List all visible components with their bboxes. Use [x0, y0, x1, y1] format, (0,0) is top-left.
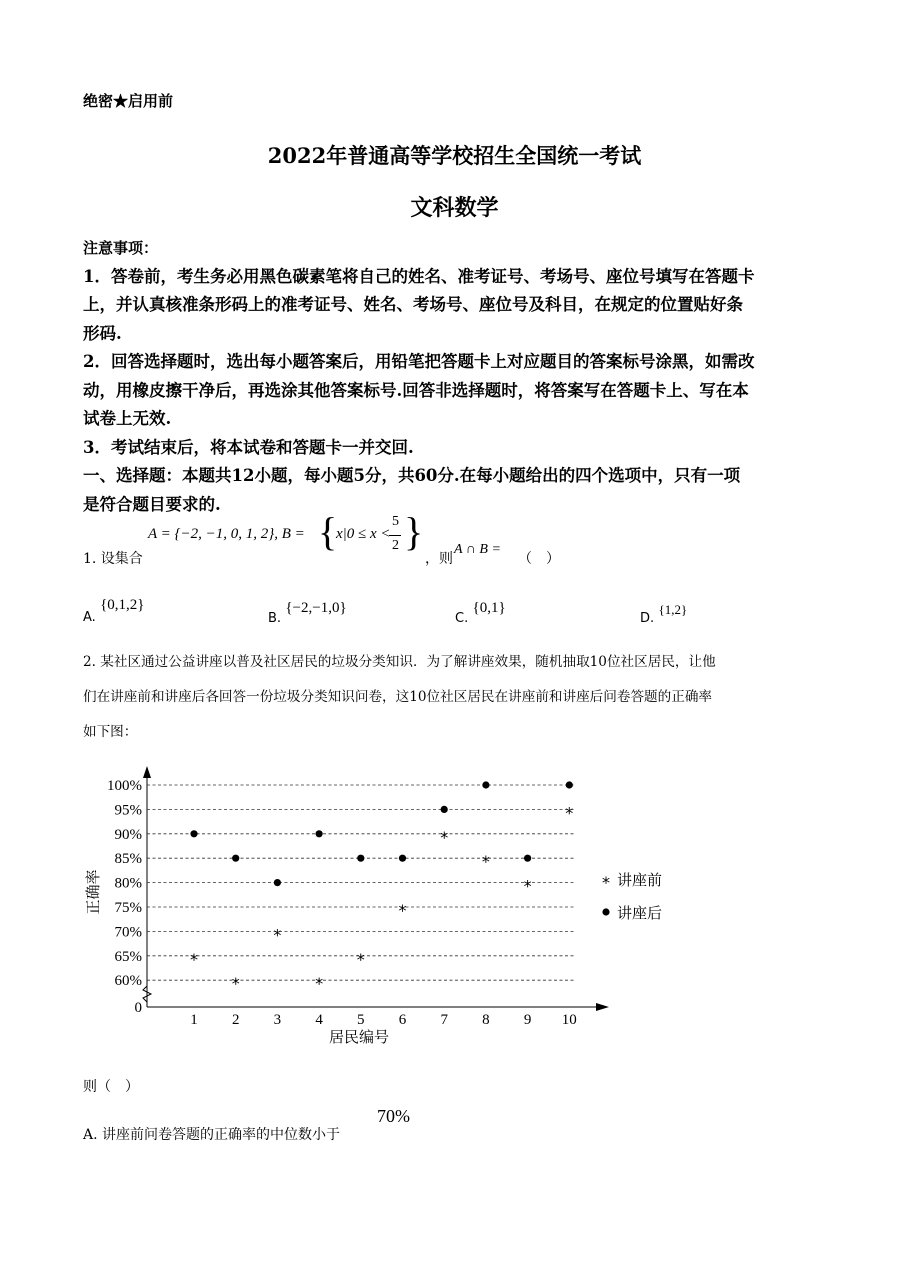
after-point: [524, 855, 531, 862]
x-tick-label: 4: [315, 1012, 323, 1028]
before-point: *: [273, 925, 282, 945]
q1-frac-den: 2: [392, 538, 399, 553]
before-point: *: [440, 827, 449, 847]
q1-option-c[interactable]: C. {0,1}: [455, 600, 506, 626]
notice-item1-line3: 形码.: [83, 323, 122, 343]
notice-heading: 注意事项：: [83, 239, 159, 257]
notice-item1-line1: 1．答卷前，考生务必用黑色碳素笔将自己的姓名、准考证号、考场号、座位号填写在答题卡: [83, 266, 755, 286]
notice-item3: 3．考试结束后，将本试卷和答题卡一并交回.: [83, 437, 414, 457]
q2-line1: 2. 某社区通过公益讲座以普及社区居民的垃圾分类知识．为了解讲座效果，随机抽取10位社区居民，让他: [83, 654, 716, 670]
notice-item2-line1: 2．回答选择题时，选出每小题答案后，用铅笔把答题卡上对应题目的答案标号涂黑，如需改: [83, 352, 755, 371]
before-point: *: [523, 876, 532, 896]
y-tick-label: 95%: [114, 802, 142, 819]
before-point: *: [315, 974, 324, 994]
q1-set-a: A = {−2, −1, 0, 1, 2}, B =: [148, 526, 305, 542]
y-tick-label: 60%: [114, 973, 142, 990]
q1-then: ，则: [425, 551, 453, 567]
x-axis-label: 居民编号: [328, 1030, 390, 1046]
q1-option-d[interactable]: D. {1,2}: [640, 602, 688, 626]
x-tick-label: 2: [231, 1012, 240, 1028]
q1-prefix: 1. 设集合: [83, 551, 143, 567]
q1-option-b[interactable]: B. {−2,−1,0}: [268, 600, 347, 626]
q2-stem: [83, 645, 843, 750]
legend-label-after: 讲座后: [617, 906, 663, 922]
q1-option-a[interactable]: A. {0,1,2}: [83, 597, 145, 625]
after-point: [441, 806, 448, 813]
before-point: *: [481, 852, 490, 872]
q2-option-a-value: 70%: [377, 1106, 410, 1126]
x-axis-arrow: [596, 1003, 609, 1011]
x-tick-label: 8: [482, 1012, 490, 1028]
q1-paren: （ ）: [518, 551, 560, 567]
y-tick-label: 0: [134, 1000, 142, 1016]
x-tick-label: 6: [398, 1012, 407, 1028]
q2-line3: 如下图：: [83, 724, 138, 740]
before-point: *: [398, 901, 407, 920]
q1-expr: A ∩ B =: [454, 542, 501, 557]
secret-label: 绝密★启用前: [83, 92, 174, 110]
section1-line2: 是符合题目要求的.: [83, 494, 221, 514]
y-axis-arrow: [143, 766, 151, 778]
y-axis-label: 正确率: [86, 869, 102, 915]
y-tick-label: 90%: [114, 826, 142, 843]
subject-title: 文科数学: [410, 195, 499, 221]
y-tick-label: 80%: [114, 875, 142, 892]
y-tick-label: 65%: [114, 948, 142, 965]
q1-frac-num: 5: [392, 514, 399, 529]
before-point: *: [356, 949, 365, 969]
x-tick-label: 7: [440, 1012, 448, 1028]
legend-marker-after: [602, 908, 609, 915]
after-point: [274, 879, 281, 886]
after-point: [232, 855, 239, 862]
x-tick-label: 3: [273, 1012, 282, 1028]
before-point: *: [565, 803, 574, 823]
section1-line1: 一、选择题：本题共12小题，每小题5分，共60分.在每小题给出的四个选项中，只有一项: [83, 466, 741, 485]
y-tick-label: 75%: [114, 900, 142, 916]
accuracy-scatter-chart: [84, 762, 684, 1052]
notice-block: [83, 234, 843, 519]
x-tick-label: 1: [190, 1012, 198, 1028]
after-point: [566, 781, 573, 788]
after-point: [399, 855, 406, 862]
x-tick-label: 9: [523, 1012, 532, 1028]
before-point: *: [190, 949, 198, 969]
notice-item2-line2: 动，用橡皮擦干净后，再选涂其他答案标号.回答非选择题时，将答案写在答题卡上、写在本: [83, 380, 749, 400]
after-point: [482, 781, 489, 788]
notice-item2-line3: 试卷上无效.: [83, 409, 172, 428]
y-tick-label: 100%: [107, 778, 142, 794]
legend-label-before: 讲座前: [617, 873, 663, 889]
y-tick-label: 85%: [114, 851, 142, 868]
y-tick-label: 70%: [114, 924, 142, 941]
x-tick-label: 5: [357, 1012, 365, 1028]
before-point: *: [231, 974, 240, 994]
after-point: [316, 830, 323, 837]
q2-then: 则（ ）: [83, 1079, 139, 1095]
exam-title: 2022年普通高等学校招生全国统一考试: [267, 143, 642, 168]
q1-set-b-inner: x|0 ≤ x <: [336, 526, 391, 542]
after-point: [190, 830, 197, 837]
legend-marker-before: *: [602, 873, 610, 892]
q2-option-a-text[interactable]: A. 讲座前问卷答题的正确率的中位数小于: [83, 1127, 341, 1143]
q2-line2: 们在讲座前和讲座后各回答一份垃圾分类知识问卷，这10位社区居民在讲座前和讲座后问卷答题的正确率: [83, 689, 713, 705]
after-point: [357, 855, 364, 862]
x-tick-label: 10: [561, 1012, 577, 1028]
notice-item1-line2: 上，并认真核准条形码上的准考证号、姓名、考场号、座位号及科目，在规定的位置贴好条: [83, 295, 743, 314]
